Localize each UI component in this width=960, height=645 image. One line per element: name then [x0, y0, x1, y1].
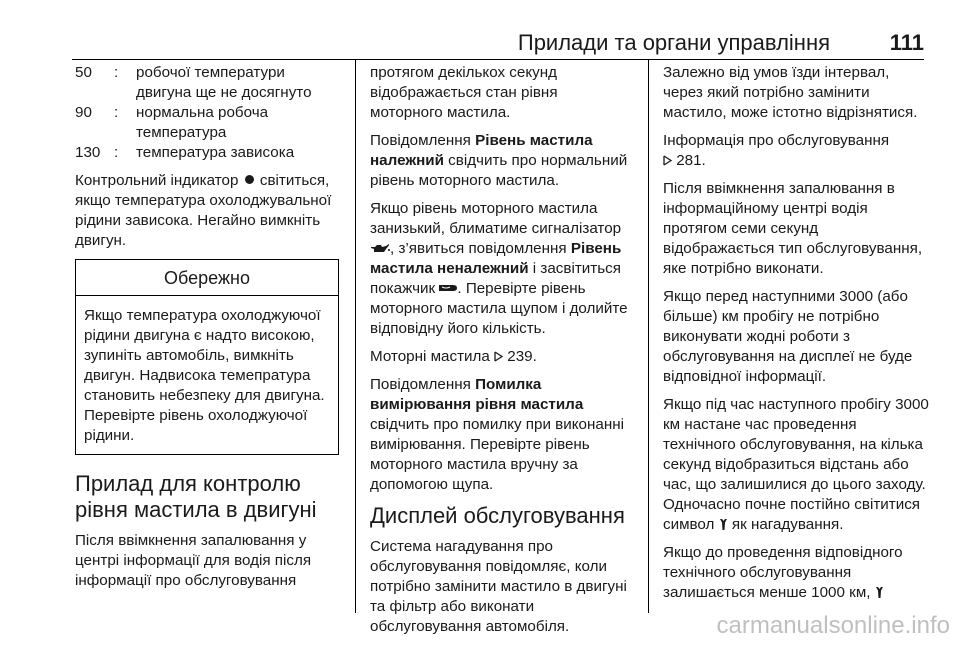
paragraph: Система нагадування про обслуговування повідомляє, коли потрібно замінити мастило в двигуні та фільтр або виконати обслуговування автомобіля.: [370, 538, 627, 635]
message-name: Помилка вимірювання рівня мастила: [370, 376, 584, 413]
paragraph: [370, 347, 634, 367]
table-row: [75, 143, 343, 163]
section-heading: Дисплей обслуговування: [370, 503, 625, 528]
text: Якщо рівень моторного мастила занизький, блиматиме сигналізатор: [370, 200, 622, 237]
paragraph: [370, 131, 634, 191]
wrench-icon: [719, 518, 728, 531]
header-title: Прилади та органи управління: [517, 30, 830, 55]
reference-arrow-icon: [494, 351, 503, 362]
text: свідчить про нормальний рівень моторного мастила.: [370, 152, 628, 189]
wrench-icon: [875, 586, 884, 599]
oil-level-icon: [439, 283, 457, 293]
text: 281.: [672, 152, 706, 169]
column-3: [663, 63, 931, 611]
warning-title: Обережно: [76, 260, 338, 296]
text: як нагадування.: [727, 516, 844, 533]
text: Моторні мастила: [370, 348, 490, 365]
column-divider: [648, 60, 649, 613]
text: Інформація про обслуговування: [663, 132, 890, 149]
text: Якщо під час наступного пробігу 3000 км настане час проведення технічного обслуговування, на кілька секунд відобразиться відстань або час, що залишилися до цього заходу. Одночасно почне постійно світитися символ: [663, 396, 929, 533]
table-row: [75, 103, 343, 143]
page-header: [0, 0, 960, 60]
table-row: [75, 63, 343, 103]
watermark: carmanualsonline.info: [716, 612, 950, 639]
page-number: 111: [889, 30, 924, 55]
column-divider: [355, 60, 356, 613]
temp-value: 90: [75, 104, 92, 121]
paragraph: Після ввімкнення запалювання в інформаційному центрі водія протягом семи секунд відображається тип обслуговування, яке потрібно виконати.: [663, 180, 923, 277]
indicator-paragraph: [75, 171, 343, 251]
text: свідчить про помилку при виконанні вимірювання. Перевірте рівень моторного мастила вручну за допомогою щупа.: [370, 416, 624, 493]
column-2: [370, 63, 634, 645]
text: , з’явиться повідомлення: [390, 240, 571, 257]
text: . Перевірте рівень моторного мастила щупом і долийте відповідну його кількість.: [370, 280, 628, 337]
text: Повідомлення: [370, 132, 476, 149]
paragraph: [663, 543, 931, 603]
column-1: [75, 63, 343, 599]
paragraph: [663, 131, 931, 171]
separator: :: [114, 104, 119, 121]
paragraph: [370, 199, 634, 339]
section-text: Після ввімкнення запалювання у центрі інформації для водія після інформації про обслуговування: [75, 532, 312, 589]
text: 239.: [503, 348, 537, 365]
temp-value: 130: [75, 144, 101, 161]
oil-can-icon: [370, 243, 390, 254]
paragraph: Якщо перед наступними 3000 (або більше) км пробігу не потрібно виконувати жодні роботи з обслуговування на дисплеї не буде відповідної інформації.: [663, 288, 913, 385]
text: Повідомлення: [370, 376, 476, 393]
text: і засвітиться покажчик: [370, 260, 621, 297]
header-rule: [72, 59, 924, 60]
paragraph: [663, 395, 931, 535]
temp-description: робочої температури двигуна ще не досягнуто: [136, 64, 312, 101]
paragraph: протягом декількох секунд відображається стан рівня моторного мастила.: [370, 64, 558, 121]
indicator-text: світиться, якщо температура охолоджувальної рідини зависока. Негайно вимкніть двигун.: [75, 172, 332, 249]
separator: :: [114, 144, 119, 161]
temp-description: температура зависока: [136, 144, 295, 161]
dot-indicator-icon: [245, 175, 254, 184]
section-heading: Прилад для контролю рівня мастила в двигуні: [75, 471, 317, 522]
temp-description: нормальна робоча температура: [136, 104, 269, 141]
reference-arrow-icon: [663, 155, 672, 166]
temperature-table: [75, 63, 343, 163]
text: Якщо до проведення відповідного технічного обслуговування залишається менше 1000 км,: [663, 544, 903, 601]
indicator-text: Контрольний індикатор: [75, 172, 239, 189]
message-name: Рівень мастила належний: [370, 132, 593, 169]
message-name: Рівень мастила неналежний: [370, 240, 622, 277]
paragraph: [370, 375, 634, 495]
paragraph: Залежно від умов їзди інтервал, через який потрібно замінити мастило, може істотно відрізнятися.: [663, 64, 918, 121]
warning-text: Якщо температура охолоджуючої рідини двигуна є надто високою, зупиніть автомобіль, вимкніть двигун. Надвисока темепратура становить небезпеку для двигуна. Перевірте рівень охолоджуючої рідини.: [84, 307, 325, 444]
temp-value: 50: [75, 64, 92, 81]
warning-box: [75, 259, 339, 455]
separator: :: [114, 64, 119, 81]
